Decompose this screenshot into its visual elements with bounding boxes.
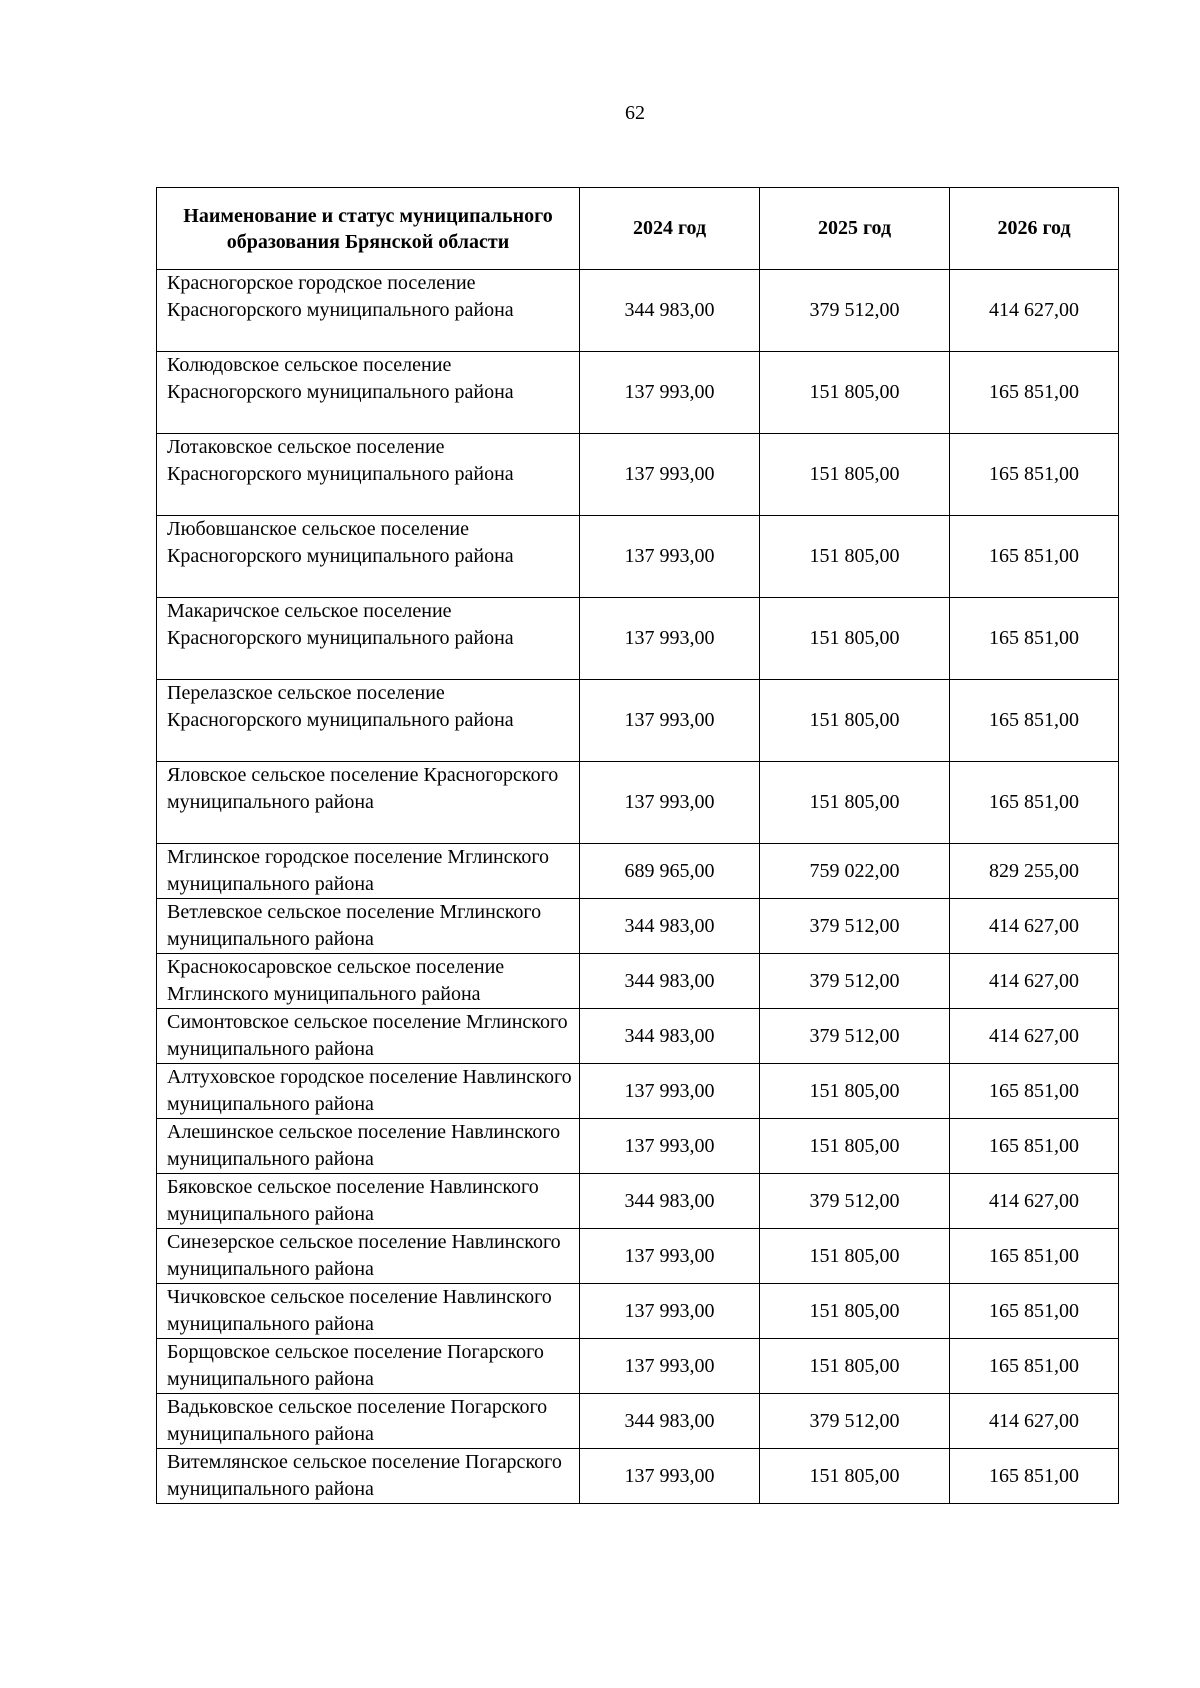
table-row [157, 1009, 1119, 1064]
municipality-name: Любовшанское сельское поселение Красногорского муниципального района [157, 516, 580, 598]
municipality-name: Макаричское сельское поселение Красногорского муниципального района [157, 598, 580, 680]
table-row [157, 899, 1119, 954]
value-2025: 151 805,00 [760, 1119, 950, 1174]
value-2025: 379 512,00 [760, 1174, 950, 1229]
value-2024: 137 993,00 [580, 434, 760, 516]
value-2025: 759 022,00 [760, 844, 950, 899]
value-2026: 165 851,00 [950, 762, 1119, 844]
value-2025: 151 805,00 [760, 434, 950, 516]
table-row [157, 434, 1119, 516]
value-2024: 344 983,00 [580, 899, 760, 954]
value-2024: 137 993,00 [580, 1064, 760, 1119]
value-2024: 344 983,00 [580, 270, 760, 352]
page-number: 62 [625, 102, 645, 124]
value-2025: 379 512,00 [760, 270, 950, 352]
value-2026: 165 851,00 [950, 1229, 1119, 1284]
table-row [157, 1394, 1119, 1449]
table-row [157, 844, 1119, 899]
municipality-name: Алтуховское городское поселение Навлинского муниципального района [157, 1064, 580, 1119]
table-row [157, 1449, 1119, 1504]
value-2026: 165 851,00 [950, 680, 1119, 762]
value-2025: 151 805,00 [760, 1339, 950, 1394]
municipality-name: Лотаковское сельское поселение Красногорского муниципального района [157, 434, 580, 516]
value-2026: 165 851,00 [950, 1339, 1119, 1394]
header-year-2026: 2026 год [950, 188, 1119, 270]
table-header-row [157, 188, 1119, 270]
table-row [157, 680, 1119, 762]
value-2025: 151 805,00 [760, 1064, 950, 1119]
value-2026: 414 627,00 [950, 270, 1119, 352]
value-2025: 151 805,00 [760, 516, 950, 598]
municipality-name: Красногорское городское поселение Красногорского муниципального района [157, 270, 580, 352]
value-2026: 165 851,00 [950, 1064, 1119, 1119]
value-2026: 165 851,00 [950, 1119, 1119, 1174]
value-2024: 137 993,00 [580, 680, 760, 762]
value-2026: 165 851,00 [950, 598, 1119, 680]
header-year-2025: 2025 год [760, 188, 950, 270]
value-2024: 137 993,00 [580, 352, 760, 434]
municipality-name: Перелазское сельское поселение Красногорского муниципального района [157, 680, 580, 762]
table-row [157, 352, 1119, 434]
value-2024: 344 983,00 [580, 1174, 760, 1229]
value-2026: 829 255,00 [950, 844, 1119, 899]
value-2025: 379 512,00 [760, 1009, 950, 1064]
table-row [157, 954, 1119, 1009]
value-2025: 379 512,00 [760, 954, 950, 1009]
value-2026: 165 851,00 [950, 1284, 1119, 1339]
value-2024: 344 983,00 [580, 954, 760, 1009]
municipality-name: Витемлянское сельское поселение Погарского муниципального района [157, 1449, 580, 1504]
value-2025: 379 512,00 [760, 1394, 950, 1449]
municipality-name: Колюдовское сельское поселение Красногорского муниципального района [157, 352, 580, 434]
table-row [157, 270, 1119, 352]
value-2026: 414 627,00 [950, 1009, 1119, 1064]
value-2025: 151 805,00 [760, 680, 950, 762]
table-row [157, 1284, 1119, 1339]
value-2024: 137 993,00 [580, 1339, 760, 1394]
header-year-2024: 2024 год [580, 188, 760, 270]
value-2025: 151 805,00 [760, 352, 950, 434]
value-2024: 137 993,00 [580, 1229, 760, 1284]
value-2026: 165 851,00 [950, 434, 1119, 516]
municipality-name: Чичковское сельское поселение Навлинского муниципального района [157, 1284, 580, 1339]
table-row [157, 1119, 1119, 1174]
value-2025: 151 805,00 [760, 1229, 950, 1284]
value-2026: 414 627,00 [950, 899, 1119, 954]
municipality-name: Ветлевское сельское поселение Мглинского муниципального района [157, 899, 580, 954]
table-row [157, 1229, 1119, 1284]
municipality-name: Мглинское городское поселение Мглинского муниципального района [157, 844, 580, 899]
value-2026: 414 627,00 [950, 1394, 1119, 1449]
value-2025: 151 805,00 [760, 1449, 950, 1504]
municipality-name: Борщовское сельское поселение Погарского муниципального района [157, 1339, 580, 1394]
value-2024: 137 993,00 [580, 516, 760, 598]
value-2026: 165 851,00 [950, 352, 1119, 434]
header-municipality: Наименование и статус муниципального образования Брянской области [157, 188, 580, 270]
table-row [157, 516, 1119, 598]
value-2026: 165 851,00 [950, 516, 1119, 598]
table-row [157, 1064, 1119, 1119]
municipality-name: Вадьковское сельское поселение Погарского муниципального района [157, 1394, 580, 1449]
table-row [157, 762, 1119, 844]
value-2024: 137 993,00 [580, 1284, 760, 1339]
value-2025: 151 805,00 [760, 762, 950, 844]
value-2024: 137 993,00 [580, 1119, 760, 1174]
value-2024: 137 993,00 [580, 598, 760, 680]
value-2024: 344 983,00 [580, 1394, 760, 1449]
value-2024: 137 993,00 [580, 1449, 760, 1504]
table-row [157, 598, 1119, 680]
value-2025: 379 512,00 [760, 899, 950, 954]
value-2025: 151 805,00 [760, 598, 950, 680]
value-2025: 151 805,00 [760, 1284, 950, 1339]
value-2024: 137 993,00 [580, 762, 760, 844]
budget-table [156, 187, 1119, 1504]
value-2026: 165 851,00 [950, 1449, 1119, 1504]
municipality-name: Алешинское сельское поселение Навлинского муниципального района [157, 1119, 580, 1174]
table-row [157, 1339, 1119, 1394]
municipality-name: Краснокосаровское сельское поселение Мглинского муниципального района [157, 954, 580, 1009]
value-2024: 344 983,00 [580, 1009, 760, 1064]
municipality-name: Синезерское сельское поселение Навлинского муниципального района [157, 1229, 580, 1284]
value-2026: 414 627,00 [950, 1174, 1119, 1229]
municipality-name: Бяковское сельское поселение Навлинского муниципального района [157, 1174, 580, 1229]
value-2024: 689 965,00 [580, 844, 760, 899]
value-2026: 414 627,00 [950, 954, 1119, 1009]
municipality-name: Яловское сельское поселение Красногорского муниципального района [157, 762, 580, 844]
table-row [157, 1174, 1119, 1229]
municipality-name: Симонтовское сельское поселение Мглинского муниципального района [157, 1009, 580, 1064]
